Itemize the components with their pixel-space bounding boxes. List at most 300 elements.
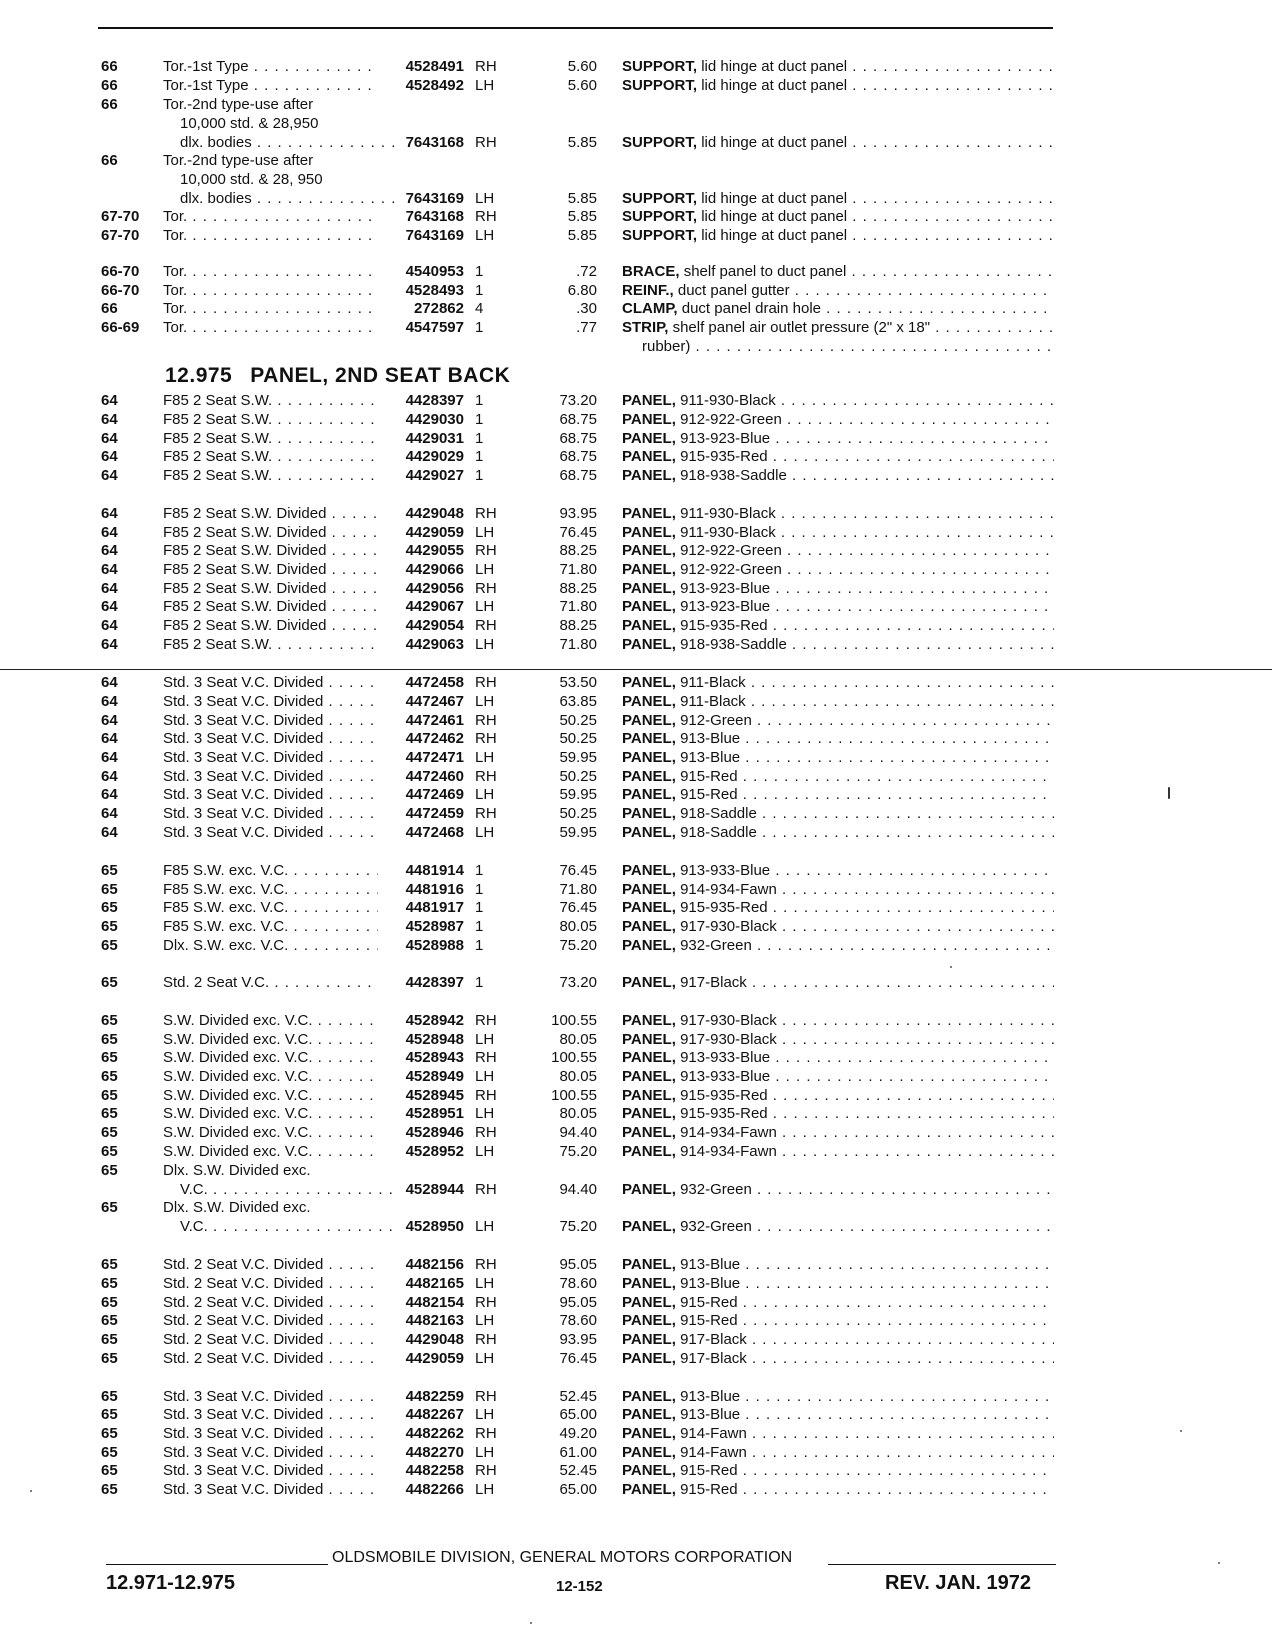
table-row — [0, 917, 1272, 936]
price: 5.85 — [567, 208, 597, 225]
model-description: Std. 3 Seat V.C. Divided . . . — [163, 1387, 378, 1406]
part-detail: 918-Saddle — [680, 824, 757, 841]
part-number: 4481914 — [405, 862, 464, 879]
part-number: 4428397 — [405, 974, 464, 991]
quantity: LH — [475, 1143, 495, 1160]
part-name: PANEL, — [622, 693, 676, 710]
footer-revision: REV. JAN. 1972 — [885, 1572, 1032, 1594]
table-row — [0, 936, 1272, 955]
model-year: 65 — [101, 1087, 118, 1104]
price: 100.55 — [551, 1049, 597, 1066]
part-description — [622, 635, 1054, 654]
part-name: PANEL, — [622, 1462, 676, 1479]
model-description: Dlx. S.W. exc. V.C. . . . — [163, 936, 378, 955]
part-detail: 913-Blue — [680, 1406, 741, 1423]
quantity: LH — [475, 1444, 495, 1461]
model-year: 65 — [101, 1256, 118, 1273]
quantity: RH — [475, 1331, 497, 1348]
quantity: 1 — [475, 467, 484, 484]
part-number: 4482163 — [405, 1312, 464, 1329]
part-name: SUPPORT, — [622, 58, 698, 75]
part-description — [622, 597, 1054, 616]
part-name: PANEL, — [622, 411, 676, 428]
part-name: PANEL, — [622, 862, 676, 879]
model-year: 65 — [101, 1388, 118, 1405]
part-description — [622, 57, 1054, 76]
table-row — [0, 76, 1272, 95]
part-description — [622, 692, 1054, 711]
part-detail: 911-Black — [680, 674, 746, 691]
model-description: Std. 3 Seat V.C. Divided . . . — [163, 804, 378, 823]
price: 71.80 — [559, 598, 597, 615]
price: 49.20 — [559, 1425, 597, 1442]
price: 88.25 — [559, 617, 597, 634]
model-year: 65 — [101, 1031, 118, 1048]
part-number: 4429031 — [405, 430, 464, 447]
model-year: 65 — [101, 1425, 118, 1442]
quantity: RH — [475, 134, 497, 151]
model-year: 67-70 — [101, 227, 140, 244]
model-year: 65 — [101, 1312, 118, 1329]
model-year: 65 — [101, 1331, 118, 1348]
part-number: 4482266 — [405, 1481, 464, 1498]
price: 59.95 — [559, 824, 597, 841]
quantity: RH — [475, 617, 497, 634]
footer-section-range: 12.971-12.975 — [106, 1572, 236, 1594]
price: 80.05 — [559, 1105, 597, 1122]
price: 68.75 — [559, 467, 597, 484]
part-number: 4482262 — [405, 1425, 464, 1442]
quantity: 1 — [475, 430, 484, 447]
price: 80.05 — [559, 1068, 597, 1085]
part-description — [622, 1011, 1054, 1030]
part-description — [622, 207, 1054, 226]
part-detail: 913-923-Blue — [680, 430, 771, 447]
price: 80.05 — [559, 1031, 597, 1048]
table-row — [0, 1274, 1272, 1293]
model-year: 65 — [101, 1143, 118, 1160]
part-number: 4482165 — [405, 1275, 464, 1292]
price: 76.45 — [559, 899, 597, 916]
model-description: Dlx. S.W. Divided exc. — [163, 1162, 311, 1179]
quantity: RH — [475, 1425, 497, 1442]
quantity: RH — [475, 505, 497, 522]
quantity: LH — [475, 824, 495, 841]
part-detail: lid hinge at duct panel — [701, 134, 848, 151]
table-row — [0, 151, 1272, 170]
part-number: 4528952 — [405, 1143, 464, 1160]
part-number: 4528942 — [405, 1012, 464, 1029]
quantity: LH — [475, 190, 495, 207]
table-row — [0, 1048, 1272, 1067]
part-number: 4528946 — [405, 1124, 464, 1141]
price: 71.80 — [559, 561, 597, 578]
model-year: 64 — [101, 542, 118, 559]
part-description — [622, 673, 1054, 692]
model-year: 65 — [101, 899, 118, 916]
quantity: LH — [475, 1275, 495, 1292]
part-detail: 914-934-Fawn — [680, 881, 777, 898]
part-detail: 913-923-Blue — [680, 580, 771, 597]
part-name: PANEL, — [622, 1012, 676, 1029]
table-row — [0, 748, 1272, 767]
part-detail: 911-930-Black — [680, 505, 776, 522]
quantity: 1 — [475, 937, 484, 954]
model-description: Std. 3 Seat V.C. Divided . . . — [163, 1424, 378, 1443]
price: 50.25 — [559, 712, 597, 729]
table-row — [0, 729, 1272, 748]
table-row — [0, 1461, 1272, 1480]
table-row — [0, 767, 1272, 786]
price: 71.80 — [559, 881, 597, 898]
part-detail: 914-Fawn — [680, 1425, 747, 1442]
model-description: Std. 3 Seat V.C. Divided . . . — [163, 1480, 378, 1499]
model-description: Std. 3 Seat V.C. Divided . . . — [163, 729, 378, 748]
part-description — [622, 410, 1054, 429]
model-description: Std. 3 Seat V.C. Divided . . . — [163, 673, 378, 692]
part-detail: 918-938-Saddle — [680, 636, 787, 653]
table-row — [0, 616, 1272, 635]
price: 78.60 — [559, 1275, 597, 1292]
model-description: Tor. . . . — [163, 281, 378, 300]
model-description: V.C. . . . — [180, 1180, 395, 1199]
part-detail: rubber) — [642, 338, 691, 355]
part-description — [622, 560, 1054, 579]
part-number: 4528944 — [405, 1181, 464, 1198]
part-detail: 915-Red — [680, 1294, 738, 1311]
scan-speck — [530, 1622, 532, 1624]
table-row — [0, 785, 1272, 804]
quantity: LH — [475, 1105, 495, 1122]
part-description — [622, 1349, 1054, 1368]
price: 65.00 — [559, 1406, 597, 1423]
model-year: 64 — [101, 448, 118, 465]
model-description: Tor. . . . — [163, 226, 378, 245]
part-name: PANEL, — [622, 1068, 676, 1085]
part-description — [622, 973, 1054, 992]
part-detail: 917-Black — [680, 974, 747, 991]
model-year: 65 — [101, 1105, 118, 1122]
part-name: REINF., — [622, 282, 674, 299]
quantity: LH — [475, 1068, 495, 1085]
part-description — [622, 711, 1054, 730]
price: 76.45 — [559, 862, 597, 879]
model-year: 65 — [101, 1049, 118, 1066]
part-detail: duct panel gutter — [677, 282, 790, 299]
part-name: PANEL, — [622, 899, 676, 916]
part-number: 4472461 — [405, 712, 464, 729]
part-number: 7643169 — [405, 227, 464, 244]
model-year: 65 — [101, 1294, 118, 1311]
model-year: 64 — [101, 805, 118, 822]
part-description — [622, 281, 1054, 300]
quantity: 1 — [475, 319, 484, 336]
model-description: Std. 2 Seat V.C. Divided . . . — [163, 1293, 378, 1312]
price: 100.55 — [551, 1087, 597, 1104]
model-year: 66-70 — [101, 263, 140, 280]
part-detail: 913-933-Blue — [680, 862, 771, 879]
part-name: PANEL, — [622, 918, 676, 935]
part-detail: 911-930-Black — [680, 524, 776, 541]
quantity: LH — [475, 77, 495, 94]
model-description: S.W. Divided exc. V.C. . . . — [163, 1123, 378, 1142]
part-name: PANEL, — [622, 524, 676, 541]
price: 75.20 — [559, 1218, 597, 1235]
model-year: 65 — [101, 1199, 118, 1216]
part-name: PANEL, — [622, 1218, 676, 1235]
scan-mark — [1168, 787, 1170, 799]
table-row — [0, 189, 1272, 208]
part-description — [622, 1067, 1054, 1086]
table-row — [0, 337, 1272, 356]
part-name: PANEL, — [622, 881, 676, 898]
price: 59.95 — [559, 749, 597, 766]
quantity: RH — [475, 768, 497, 785]
part-name: PANEL, — [622, 505, 676, 522]
part-name: PANEL, — [622, 561, 676, 578]
part-name: PANEL, — [622, 1181, 676, 1198]
table-row — [0, 1443, 1272, 1462]
model-description: Std. 3 Seat V.C. Divided . . . — [163, 748, 378, 767]
model-year: 65 — [101, 1275, 118, 1292]
table-row — [0, 1161, 1272, 1180]
quantity: 1 — [475, 862, 484, 879]
part-detail: 913-Blue — [680, 730, 741, 747]
part-description — [622, 1443, 1054, 1462]
part-name: PANEL, — [622, 1275, 676, 1292]
model-year: 64 — [101, 824, 118, 841]
part-description — [622, 1217, 1054, 1236]
price: 71.80 — [559, 636, 597, 653]
quantity: RH — [475, 208, 497, 225]
table-row — [0, 391, 1272, 410]
price: 76.45 — [559, 1350, 597, 1367]
table-row — [0, 898, 1272, 917]
table-row — [0, 133, 1272, 152]
price: 93.95 — [559, 1331, 597, 1348]
model-year: 66 — [101, 96, 118, 113]
part-detail: 917-930-Black — [680, 918, 777, 935]
part-detail: 915-Red — [680, 1481, 738, 1498]
table-row — [0, 1293, 1272, 1312]
part-description — [622, 579, 1054, 598]
model-description: Tor.-2nd type-use after — [163, 152, 314, 169]
part-detail: shelf panel to duct panel — [683, 263, 847, 280]
price: 78.60 — [559, 1312, 597, 1329]
price: 5.60 — [567, 58, 597, 75]
part-detail: lid hinge at duct panel — [701, 227, 848, 244]
quantity: 1 — [475, 448, 484, 465]
part-name: PANEL, — [622, 1049, 676, 1066]
part-name: BRACE, — [622, 263, 680, 280]
part-number: 4429066 — [405, 561, 464, 578]
part-description — [622, 1330, 1054, 1349]
model-year: 64 — [101, 505, 118, 522]
part-name: PANEL, — [622, 674, 676, 691]
table-row — [0, 880, 1272, 899]
price: 68.75 — [559, 411, 597, 428]
table-row — [0, 1104, 1272, 1123]
table-row — [0, 57, 1272, 76]
quantity: LH — [475, 227, 495, 244]
model-description: Tor.-1st Type . . . — [163, 76, 378, 95]
price: 88.25 — [559, 542, 597, 559]
table-row — [0, 523, 1272, 542]
part-name: PANEL, — [622, 805, 676, 822]
table-row — [0, 597, 1272, 616]
part-number: 4429048 — [405, 1331, 464, 1348]
model-description: S.W. Divided exc. V.C. . . . — [163, 1086, 378, 1105]
model-year: 64 — [101, 561, 118, 578]
part-detail: lid hinge at duct panel — [701, 58, 848, 75]
price: 68.75 — [559, 448, 597, 465]
quantity: 1 — [475, 282, 484, 299]
model-year: 64 — [101, 786, 118, 803]
part-number: 4528943 — [405, 1049, 464, 1066]
part-description — [622, 1030, 1054, 1049]
quantity: LH — [475, 636, 495, 653]
model-description: F85 S.W. exc. V.C. . . . — [163, 861, 378, 880]
quantity: RH — [475, 674, 497, 691]
model-year: 66 — [101, 152, 118, 169]
model-year: 66 — [101, 77, 118, 94]
part-detail: lid hinge at duct panel — [701, 190, 848, 207]
part-detail: 913-Blue — [680, 749, 741, 766]
model-description: Dlx. S.W. Divided exc. — [163, 1199, 311, 1216]
price: 80.05 — [559, 918, 597, 935]
model-year: 65 — [101, 1444, 118, 1461]
table-row — [0, 673, 1272, 692]
table-row — [0, 1142, 1272, 1161]
part-detail: 932-Green — [680, 1181, 752, 1198]
part-number: 4482258 — [405, 1462, 464, 1479]
quantity: LH — [475, 598, 495, 615]
part-detail: 915-Red — [680, 1312, 738, 1329]
table-row — [0, 1086, 1272, 1105]
part-name: PANEL, — [622, 1481, 676, 1498]
model-description: S.W. Divided exc. V.C. . . . — [163, 1048, 378, 1067]
part-detail: 912-922-Green — [680, 561, 782, 578]
model-description: S.W. Divided exc. V.C. . . . — [163, 1104, 378, 1123]
part-name: PANEL, — [622, 448, 676, 465]
part-name: PANEL, — [622, 730, 676, 747]
part-name: PANEL, — [622, 1294, 676, 1311]
part-detail: 913-923-Blue — [680, 598, 771, 615]
model-year: 65 — [101, 1012, 118, 1029]
price: 65.00 — [559, 1481, 597, 1498]
part-name: PANEL, — [622, 1256, 676, 1273]
part-description — [622, 1387, 1054, 1406]
model-year: 64 — [101, 580, 118, 597]
model-description: Tor. . . . — [163, 299, 378, 318]
table-row — [0, 95, 1272, 114]
model-year: 65 — [101, 1350, 118, 1367]
model-description: S.W. Divided exc. V.C. . . . — [163, 1067, 378, 1086]
part-description — [622, 262, 1054, 281]
part-number: 4528948 — [405, 1031, 464, 1048]
price: 73.20 — [559, 974, 597, 991]
model-description: F85 S.W. exc. V.C. . . . — [163, 917, 378, 936]
model-year: 64 — [101, 467, 118, 484]
quantity: 1 — [475, 881, 484, 898]
part-name: PANEL, — [622, 974, 676, 991]
part-name: PANEL, — [622, 1143, 676, 1160]
part-detail: shelf panel air outlet pressure (2" x 18" — [672, 319, 931, 336]
part-name: PANEL, — [622, 1444, 676, 1461]
price: 52.45 — [559, 1388, 597, 1405]
part-description — [622, 1255, 1054, 1274]
part-detail: 913-Blue — [680, 1275, 741, 1292]
price: 88.25 — [559, 580, 597, 597]
part-number: 4528493 — [405, 282, 464, 299]
part-description — [622, 823, 1054, 842]
table-row — [0, 1255, 1272, 1274]
part-description — [622, 318, 1054, 337]
part-description — [622, 1086, 1054, 1105]
model-year: 64 — [101, 674, 118, 691]
part-name: PANEL, — [622, 1031, 676, 1048]
part-detail: lid hinge at duct panel — [701, 77, 848, 94]
part-description — [622, 1104, 1054, 1123]
part-number: 7643168 — [405, 208, 464, 225]
part-number: 4429055 — [405, 542, 464, 559]
part-name: PANEL, — [622, 542, 676, 559]
part-detail: 918-Saddle — [680, 805, 757, 822]
part-description — [622, 748, 1054, 767]
price: .30 — [576, 300, 597, 317]
model-year: 64 — [101, 730, 118, 747]
model-description: F85 2 Seat S.W. Divided . . . — [163, 504, 378, 523]
part-name: PANEL, — [622, 467, 676, 484]
part-detail: 913-Blue — [680, 1388, 741, 1405]
part-detail: 915-Red — [680, 1462, 738, 1479]
part-description — [622, 880, 1054, 899]
model-year: 64 — [101, 712, 118, 729]
table-row — [0, 692, 1272, 711]
quantity: RH — [475, 58, 497, 75]
quantity: RH — [475, 1181, 497, 1198]
quantity: LH — [475, 1481, 495, 1498]
table-row — [0, 1198, 1272, 1217]
part-number: 4482270 — [405, 1444, 464, 1461]
quantity: LH — [475, 1350, 495, 1367]
model-year: 65 — [101, 937, 118, 954]
model-year: 64 — [101, 524, 118, 541]
part-name: PANEL, — [622, 824, 676, 841]
model-description: F85 2 Seat S.W. Divided . . . — [163, 579, 378, 598]
part-name: PANEL, — [622, 1124, 676, 1141]
part-detail: 913-933-Blue — [680, 1068, 771, 1085]
table-row — [0, 281, 1272, 300]
table-row — [0, 262, 1272, 281]
price: 63.85 — [559, 693, 597, 710]
model-description: dlx. bodies . . . — [180, 133, 395, 152]
part-description — [622, 1142, 1054, 1161]
part-detail: 912-922-Green — [680, 411, 782, 428]
part-number: 4528951 — [405, 1105, 464, 1122]
part-description — [622, 429, 1054, 448]
part-number: 4472467 — [405, 693, 464, 710]
part-number: 4428397 — [405, 392, 464, 409]
part-number: 4429059 — [405, 1350, 464, 1367]
part-number: 4547597 — [405, 319, 464, 336]
part-detail: 915-935-Red — [680, 1087, 768, 1104]
part-name: PANEL, — [622, 768, 676, 785]
quantity: LH — [475, 693, 495, 710]
quantity: RH — [475, 1087, 497, 1104]
part-name: CLAMP, — [622, 300, 678, 317]
quantity: RH — [475, 1256, 497, 1273]
